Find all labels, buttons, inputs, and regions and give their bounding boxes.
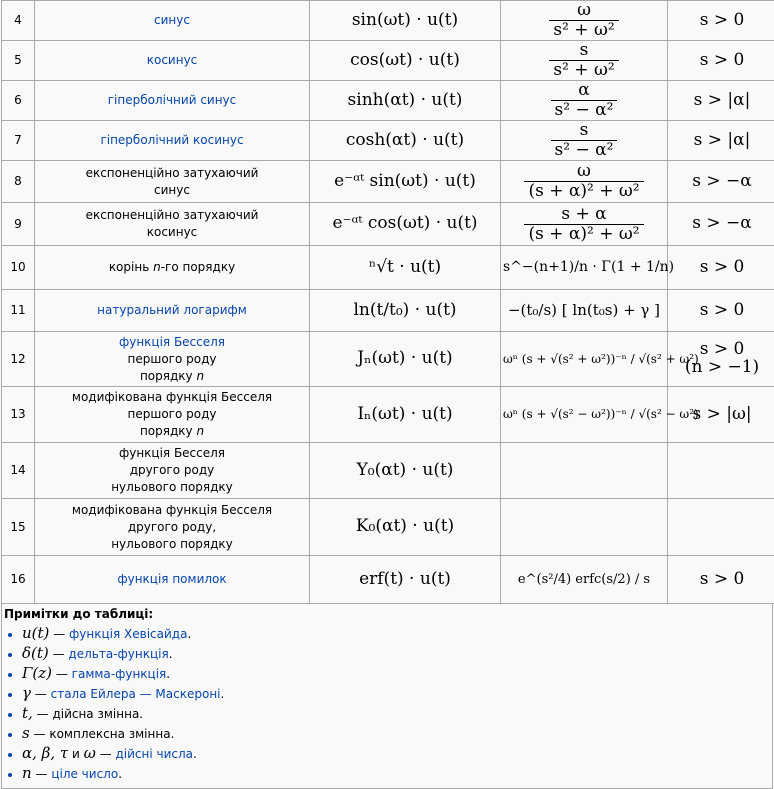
function-formula: ⁿ√t · u(t): [369, 257, 441, 277]
laplace-transform-table: [1, 0, 774, 604]
image-formula: ωⁿ (s + √(s² + ω²))⁻ⁿ / √(s² + ω²): [503, 352, 699, 366]
notes-title: Примітки до таблиці:: [4, 607, 768, 621]
table-row: [2, 81, 774, 121]
list-item: • u(t) — функція Хевісайда.: [22, 624, 768, 644]
list-item: • s — комплексна змінна.: [22, 724, 768, 744]
function-formula: Jₙ(ωt) · u(t): [357, 348, 452, 368]
link-integer[interactable]: ціле число: [51, 767, 118, 781]
function-formula: ln(t/t₀) · u(t): [353, 300, 456, 320]
function-formula: cosh(αt) · u(t): [346, 130, 464, 150]
table-row: [2, 290, 774, 332]
image-formula: $\frac{s}{\text{s² + ω²}}$: [549, 41, 618, 80]
image-formula: $\frac{\omega}{\text{(s + α)² + ω²}}$: [524, 162, 643, 201]
link-hyperbolic-cosine[interactable]: гіперболічний косинус: [100, 133, 243, 147]
image-formula: $\frac{\omega}{\text{s² + ω²}}$: [549, 1, 618, 40]
condition: s > −α: [692, 171, 752, 191]
table-row: [2, 443, 774, 499]
row-number: 16: [2, 556, 35, 604]
link-gamma-function[interactable]: гамма-функція: [72, 667, 167, 681]
link-sine[interactable]: синус: [154, 13, 190, 27]
row-name: функція Бесселя другого роду нульового порядку: [35, 443, 310, 499]
list-item: • Γ(z) — гамма-функція.: [22, 664, 768, 684]
table-row: [2, 121, 774, 161]
image-formula: $\frac{s + \alpha}{\text{(s + α)² + ω²}}$: [524, 205, 643, 244]
table-notes: [1, 604, 773, 789]
table-row: [2, 332, 774, 387]
list-item: • α, β, τ и ω — дійсні числа.: [22, 744, 768, 764]
laplace-table-wrapper: [1, 0, 773, 789]
condition: s > −α: [692, 213, 752, 233]
function-formula: e⁻ᵅᵗ cos(ωt) · u(t): [332, 213, 477, 233]
condition: s > 0: [700, 50, 745, 70]
function-formula: Y₀(αt) · u(t): [357, 460, 454, 480]
table-row: [2, 41, 774, 81]
image-formula: $\frac{s}{\text{s² − α²}}$: [551, 121, 618, 160]
condition: s > |α|: [694, 130, 751, 150]
condition: s > 0 (n > −1): [668, 332, 774, 387]
list-item: • γ — стала Ейлера — Маскероні.: [22, 684, 768, 704]
row-name: експоненційно затухаючий косинус: [35, 203, 310, 246]
image-empty: [501, 499, 668, 556]
list-item: • t, — дійсна змінна.: [22, 704, 768, 724]
condition: s > 0: [700, 257, 745, 277]
link-hyperbolic-sine[interactable]: гіперболічний синус: [108, 93, 237, 107]
condition: s > 0: [700, 569, 745, 589]
link-heaviside[interactable]: функція Хевісайда: [69, 627, 187, 641]
function-formula: Iₙ(ωt) · u(t): [357, 404, 452, 424]
table-row: [2, 556, 774, 604]
row-number: 9: [2, 203, 35, 246]
link-delta-function[interactable]: дельта-функція: [68, 647, 168, 661]
image-formula: ωⁿ (s + √(s² − ω²))⁻ⁿ / √(s² − ω²): [503, 407, 699, 421]
row-name: модифікована функція Бесселя першого роду порядку n: [35, 387, 310, 443]
row-number: 11: [2, 290, 35, 332]
link-natural-logarithm[interactable]: натуральний логарифм: [97, 303, 247, 317]
notes-list: [4, 624, 768, 784]
function-formula: erf(t) · u(t): [359, 569, 451, 589]
table-row: [2, 499, 774, 556]
condition-empty: [668, 499, 774, 556]
link-real-numbers[interactable]: дійсні числа: [115, 747, 193, 761]
condition: s > 0: [700, 300, 745, 320]
image-formula: $\frac{\alpha}{\text{s² − α²}}$: [551, 81, 618, 120]
row-number: 12: [2, 332, 35, 387]
row-number: 10: [2, 246, 35, 290]
row-number: 6: [2, 81, 35, 121]
row-name: корінь n-го порядку: [35, 246, 310, 290]
row-name: модифікована функція Бесселя другого роду, нульового порядку: [35, 499, 310, 556]
link-euler-mascheroni[interactable]: стала Ейлера — Маскероні: [51, 687, 221, 701]
row-number: 13: [2, 387, 35, 443]
table-row: [2, 203, 774, 246]
condition: s > 0: [700, 10, 745, 30]
list-item: • n — ціле число.: [22, 764, 768, 784]
function-formula: sin(ωt) · u(t): [352, 10, 458, 30]
row-name: експоненційно затухаючий синус: [35, 161, 310, 203]
image-formula: s^−(n+1)/n · Γ(1 + 1/n): [503, 259, 674, 275]
link-error-function[interactable]: функція помилок: [117, 572, 226, 586]
function-formula: sinh(αt) · u(t): [348, 90, 463, 110]
link-bessel-function[interactable]: функція Бесселя: [119, 335, 225, 349]
image-formula: −(t₀/s) [ ln(t₀s) + γ ]: [508, 301, 660, 319]
row-number: 14: [2, 443, 35, 499]
row-name: функція Бесселя першого роду порядку n: [35, 332, 310, 387]
table-row: [2, 246, 774, 290]
list-item: • δ(t) — дельта-функція.: [22, 644, 768, 664]
row-number: 8: [2, 161, 35, 203]
table-row: [2, 1, 774, 41]
function-formula: cos(ωt) · u(t): [350, 50, 460, 70]
row-number: 7: [2, 121, 35, 161]
condition: s > |α|: [694, 90, 751, 110]
row-number: 4: [2, 1, 35, 41]
function-formula: e⁻ᵅᵗ sin(ωt) · u(t): [334, 171, 476, 191]
link-cosine[interactable]: косинус: [147, 53, 198, 67]
image-formula: e^(s²/4) erfc(s/2) / s: [518, 572, 650, 587]
condition: s > |ω|: [692, 404, 751, 424]
table-row: [2, 161, 774, 203]
table-row: [2, 387, 774, 443]
function-formula: K₀(αt) · u(t): [356, 516, 454, 536]
image-empty: [501, 443, 668, 499]
row-number: 15: [2, 499, 35, 556]
row-number: 5: [2, 41, 35, 81]
condition-empty: [668, 443, 774, 499]
